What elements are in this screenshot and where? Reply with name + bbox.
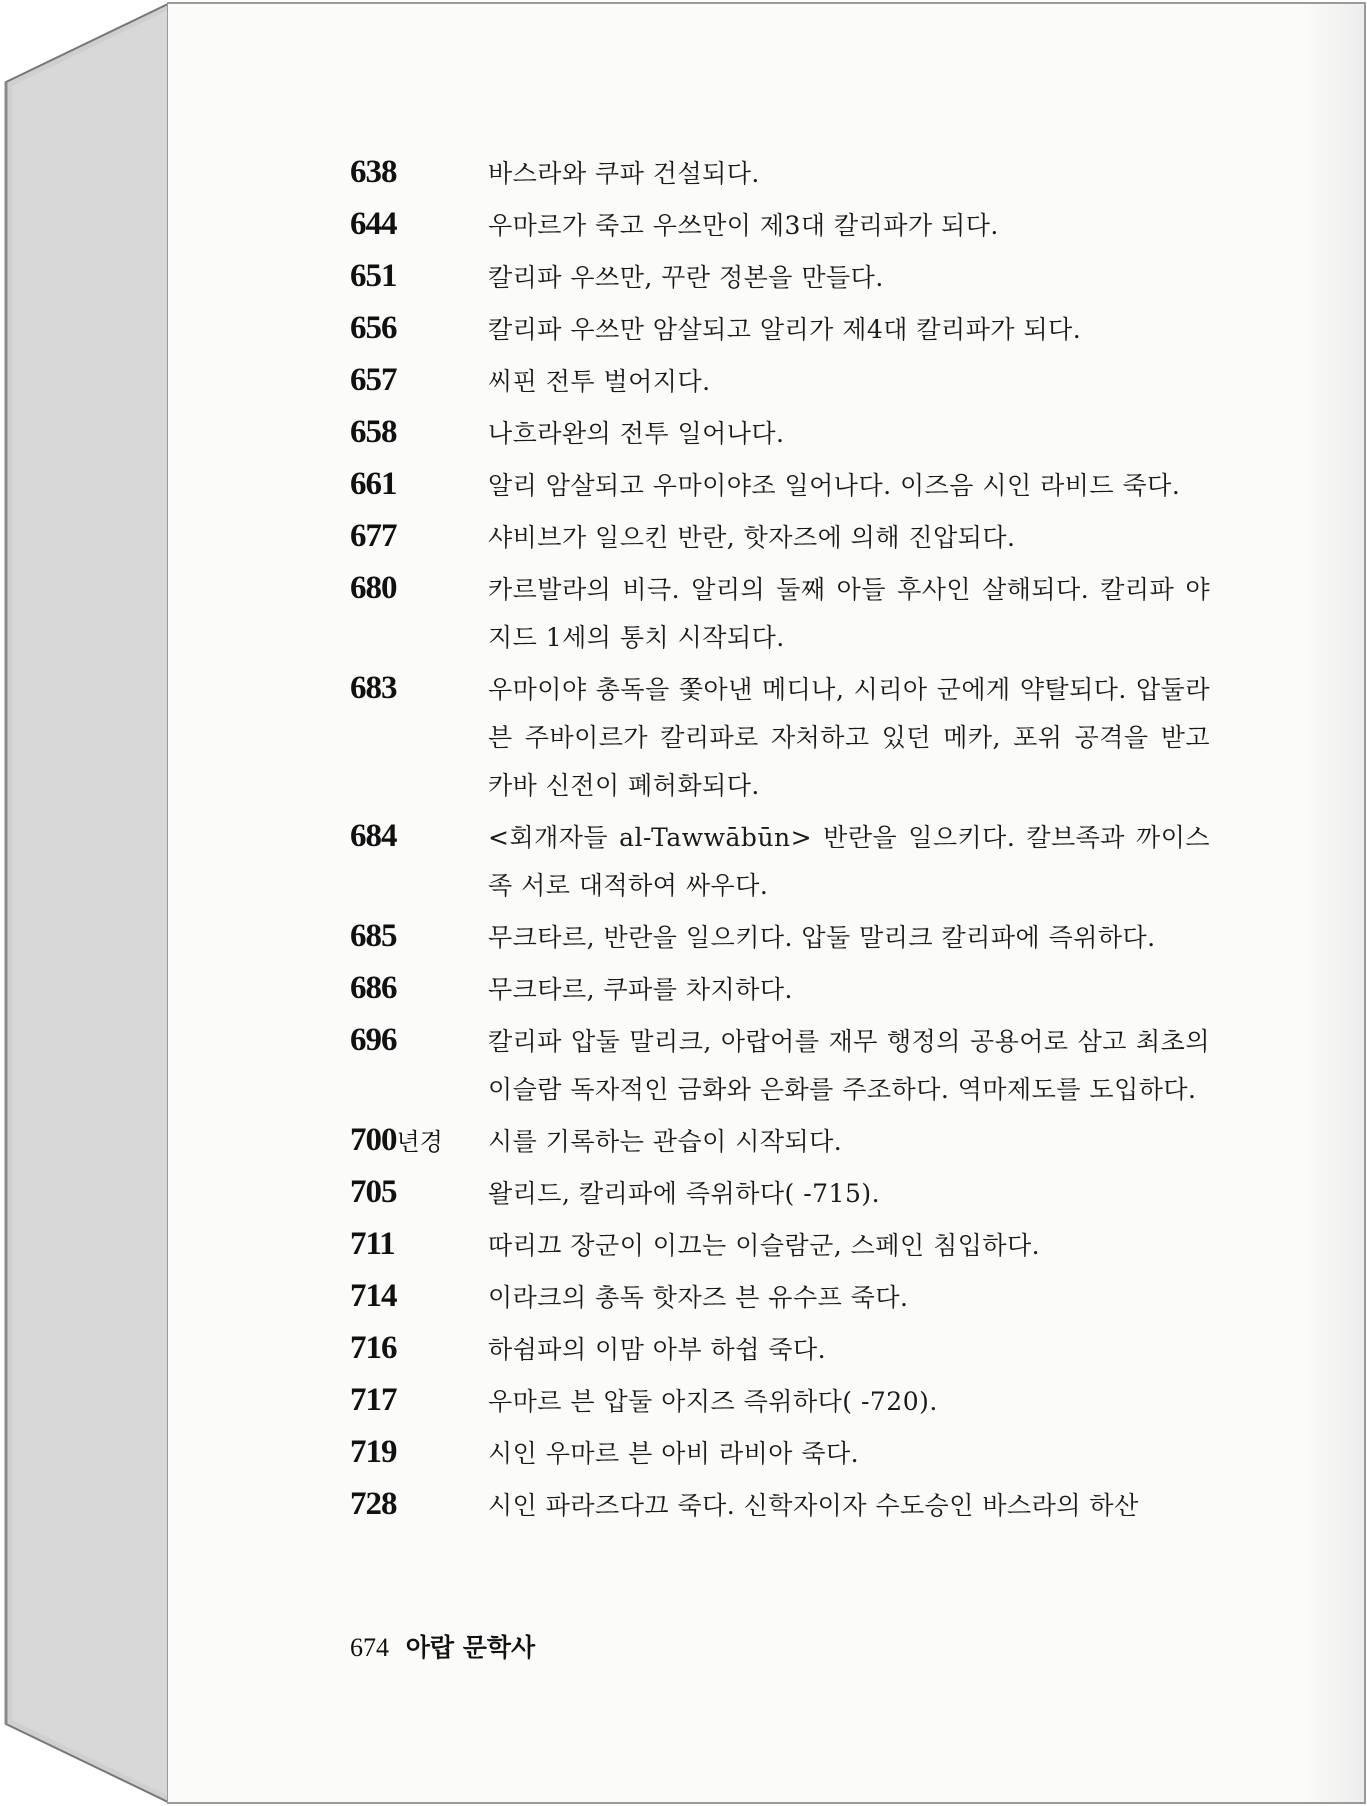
entry-year <box>350 1378 488 1422</box>
timeline-entry <box>350 666 1210 810</box>
timeline-list <box>350 150 1210 1534</box>
entry-description: 시를 기록하는 관습이 시작되다. <box>488 1127 843 1156</box>
entry-description: 우마르 븐 압둘 아지즈 즉위하다( -720). <box>488 1387 938 1416</box>
timeline-entry <box>350 1326 1210 1374</box>
entry-year-number: 728 <box>350 1486 397 1522</box>
entry-year <box>350 666 488 710</box>
entry-year-number: 717 <box>350 1382 397 1418</box>
entry-description: 칼리파 우쓰만 암살되고 알리가 제4대 칼리파가 되다. <box>488 315 1082 344</box>
entry-year-number: 656 <box>350 310 397 346</box>
entry-year <box>350 306 488 350</box>
entry-year <box>350 1326 488 1370</box>
entry-year <box>350 150 488 194</box>
entry-year <box>350 566 488 610</box>
timeline-entry <box>350 1274 1210 1322</box>
entry-description: 칼리파 우쓰만, 꾸란 정본을 만들다. <box>488 263 884 292</box>
entry-year <box>350 1222 488 1266</box>
entry-year-number: 685 <box>350 918 397 954</box>
entry-description: <회개자들 al-Tawwābūn> 반란을 일으키다. 칼브족과 까이스족 서로 대적하여 싸우다. <box>488 823 1210 900</box>
entry-year-number: 683 <box>350 670 397 706</box>
timeline-entry <box>350 814 1210 910</box>
entry-year <box>350 1482 488 1526</box>
timeline-entry <box>350 1118 1210 1166</box>
entry-description: 알리 암살되고 우마이야조 일어나다. 이즈음 시인 라비드 죽다. <box>488 471 1181 500</box>
entry-year-number: 657 <box>350 362 397 398</box>
entry-year-number: 700 <box>350 1122 397 1158</box>
entry-year-number: 686 <box>350 970 397 1006</box>
entry-description: 시인 파라즈다끄 죽다. 신학자이자 수도승인 바스라의 하산 <box>488 1491 1139 1520</box>
timeline-entry <box>350 254 1210 302</box>
entry-description: 칼리파 압둘 말리크, 아랍어를 재무 행정의 공용어로 삼고 최초의 이슬람 독자적인 금화와 은화를 주조하다. 역마제도를 도입하다. <box>488 1027 1210 1104</box>
entry-year-number: 719 <box>350 1434 397 1470</box>
entry-year <box>350 966 488 1010</box>
timeline-entry <box>350 1170 1210 1218</box>
entry-description: 샤비브가 일으킨 반란, 핫자즈에 의해 진압되다. <box>488 523 1016 552</box>
timeline-entry <box>350 1018 1210 1114</box>
timeline-entry <box>350 410 1210 458</box>
timeline-entry <box>350 1482 1210 1530</box>
timeline-entry <box>350 306 1210 354</box>
page-number: 674 <box>350 1633 389 1662</box>
entry-year <box>350 1118 488 1164</box>
entry-year <box>350 914 488 958</box>
entry-year <box>350 1170 488 1214</box>
timeline-entry <box>350 202 1210 250</box>
entry-year <box>350 462 488 506</box>
timeline-entry <box>350 966 1210 1014</box>
entry-year <box>350 514 488 558</box>
entry-year <box>350 254 488 298</box>
entry-description: 왈리드, 칼리파에 즉위하다( -715). <box>488 1179 881 1208</box>
entry-year-number: 696 <box>350 1022 397 1058</box>
timeline-entry <box>350 914 1210 962</box>
entry-description: 시인 우마르 븐 아비 라비아 죽다. <box>488 1439 860 1468</box>
entry-description: 우마르가 죽고 우쓰만이 제3대 칼리파가 되다. <box>488 211 999 240</box>
entry-year-number: 677 <box>350 518 397 554</box>
entry-year-number: 658 <box>350 414 397 450</box>
entry-description: 우마이야 총독을 쫓아낸 메디나, 시리아 군에게 약탈되다. 압둘라 븐 주바이르가 칼리파로 자처하고 있던 메카, 포위 공격을 받고 카바 신전이 폐허화되다. <box>488 675 1210 800</box>
entry-description: 따리끄 장군이 이끄는 이슬람군, 스페인 침입하다. <box>488 1231 1041 1260</box>
entry-year-number: 680 <box>350 570 397 606</box>
entry-year <box>350 410 488 454</box>
entry-description: 바스라와 쿠파 건설되다. <box>488 159 760 188</box>
entry-description: 무크타르, 쿠파를 차지하다. <box>488 975 793 1004</box>
entry-year-number: 638 <box>350 154 397 190</box>
entry-description: 무크타르, 반란을 일으키다. 압둘 말리크 칼리파에 즉위하다. <box>488 923 1156 952</box>
entry-year-number: 651 <box>350 258 397 294</box>
timeline-entry <box>350 462 1210 510</box>
entry-description: 하쉼파의 이맘 아부 하쉽 죽다. <box>488 1335 827 1364</box>
entry-year <box>350 1018 488 1062</box>
entry-description: 이라크의 총독 핫자즈 븐 유수프 죽다. <box>488 1283 909 1312</box>
entry-year-suffix: 년경 <box>396 1128 443 1156</box>
entry-year <box>350 202 488 246</box>
timeline-entry <box>350 1222 1210 1270</box>
timeline-entry <box>350 566 1210 662</box>
entry-description: 카르발라의 비극. 알리의 둘째 아들 후사인 살해되다. 칼리파 야지드 1세의 통치 시작되다. <box>488 575 1210 652</box>
entry-year <box>350 814 488 858</box>
timeline-entry <box>350 150 1210 198</box>
timeline-entry <box>350 1378 1210 1426</box>
entry-year-number: 661 <box>350 466 397 502</box>
entry-year <box>350 358 488 402</box>
page-footer <box>350 1628 535 1664</box>
entry-description: 나흐라완의 전투 일어나다. <box>488 419 785 448</box>
timeline-entry <box>350 514 1210 562</box>
timeline-entry <box>350 358 1210 406</box>
entry-year-number: 716 <box>350 1330 397 1366</box>
book-title: 아랍 문학사 <box>405 1633 536 1662</box>
entry-year <box>350 1430 488 1474</box>
entry-year <box>350 1274 488 1318</box>
entry-year-number: 711 <box>350 1226 395 1262</box>
entry-description: 씨핀 전투 벌어지다. <box>488 367 711 396</box>
entry-year-number: 714 <box>350 1278 397 1314</box>
timeline-entry <box>350 1430 1210 1478</box>
entry-year-number: 684 <box>350 818 397 854</box>
entry-year-number: 705 <box>350 1174 397 1210</box>
entry-year-number: 644 <box>350 206 397 242</box>
